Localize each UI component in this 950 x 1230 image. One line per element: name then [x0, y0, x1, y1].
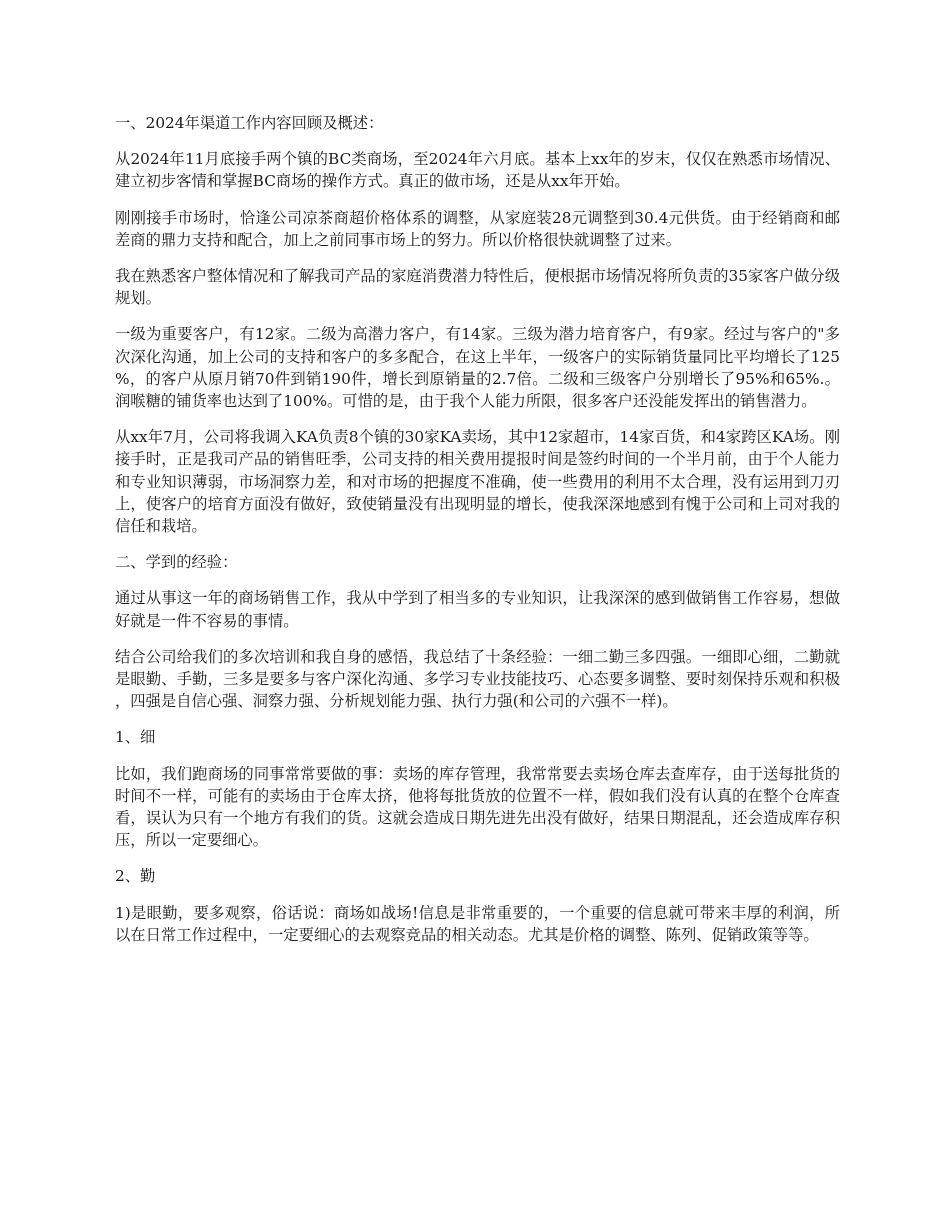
paragraph-customer-grading: 我在熟悉客户整体情况和了解我司产品的家庭消费潜力特性后，便根据市场情况将所负责的35家客户做分级规划。 [115, 267, 840, 308]
subheading-diligent: 2、勤 [115, 867, 156, 886]
paragraph-observe: 1)是眼勤，要多观察，俗话说：商场如战场!信息是非常重要的，一个重要的信息就可带来丰厚的利润，所以在日常工作过程中，一定要细心的去观察竞品的相关动态。尤其是价格的调整、陈列、促销政策等等。 [115, 903, 840, 944]
paragraph-inventory: 比如，我们跑商场的同事常常要做的事：卖场的库存管理，我常常要去卖场仓库去查库存，由于送每批货的时间不一样，可能有的卖场由于仓库太挤，他将每批货放的位置不一样，假如我们没有认真的在整个仓库查看，误认为只有一个地方有我们的货。这就会造成日期先进先出没有做好，结果日期混乱，还会造成库存积压，所以一定要细心。 [115, 764, 840, 850]
subheading-careful: 1、细 [115, 728, 156, 747]
document-body [115, 112, 840, 960]
section-heading-review: 一、2024年渠道工作内容回顾及概述： [115, 114, 384, 132]
paragraph-ka-transfer: 从xx年7月，公司将我调入KA负责8个镇的30家KA卖场，其中12家超市，14家百货，和4家跨区KA场。刚接手时，正是我司产品的销售旺季，公司支持的相关费用提报时间是签约时间的一个半月前，由于个人能力和专业知识薄弱，市场洞察力差，和对市场的把握度不准确，使一些费用的利用不太合理，没有运用到刀刃上，使客户的培育方面没有做好，致使销量没有出现明显的增长，使我深深地感到有愧于公司和上司对我的信任和栽培。 [115, 428, 840, 536]
paragraph-ten-lessons: 结合公司给我们的多次培训和我自身的感悟，我总结了十条经验：一细二勤三多四强。一细即心细，二勤就是眼勤、手勤，三多是要多与客户深化沟通、多学习专业技能技巧、心态要多调整、要时刻保持乐观和积极，四强是自信心强、洞察力强、分析规划能力强、执行力强(和公司的六强不一样)。 [115, 647, 840, 711]
section-heading-experience: 二、学到的经验： [115, 553, 238, 572]
paragraph-price-adjustment: 刚刚接手市场时，恰逢公司凉茶商超价格体系的调整，从家庭装28元调整到30.4元供货。由于经销商和邮差商的鼎力支持和配合，加上之前同事市场上的努力。所以价格很快就调整了过来。 [115, 208, 840, 249]
paragraph-customer-levels: 一级为重要客户，有12家。二级为高潜力客户，有14家。三级为潜力培育客户，有9家。经过与客户的"多次深化沟通，加上公司的支持和客户的多多配合，在这上半年，一级客户的实际销货量同比平均增长了125%，的客户从原月销70件到销190件，增长到原销量的2.7倍。二级和三级客户分别增长了95%和65%.。润喉糖的铺货率也达到了100%。可惜的是，由于我个人能力所限，很多客户还没能发挥出的销售潜力。 [115, 325, 840, 411]
paragraph-takeover: 从2024年11月底接手两个镇的BC类商场，至2024年六月底。基本上xx年的岁末，仅仅在熟悉市场情况、建立初步客情和掌握BC商场的操作方式。真正的做市场，还是从xx年开始。 [115, 150, 840, 191]
paragraph-sales-work: 通过从事这一年的商场销售工作，我从中学到了相当多的专业知识，让我深深的感到做销售工作容易，想做好就是一件不容易的事情。 [115, 589, 840, 630]
